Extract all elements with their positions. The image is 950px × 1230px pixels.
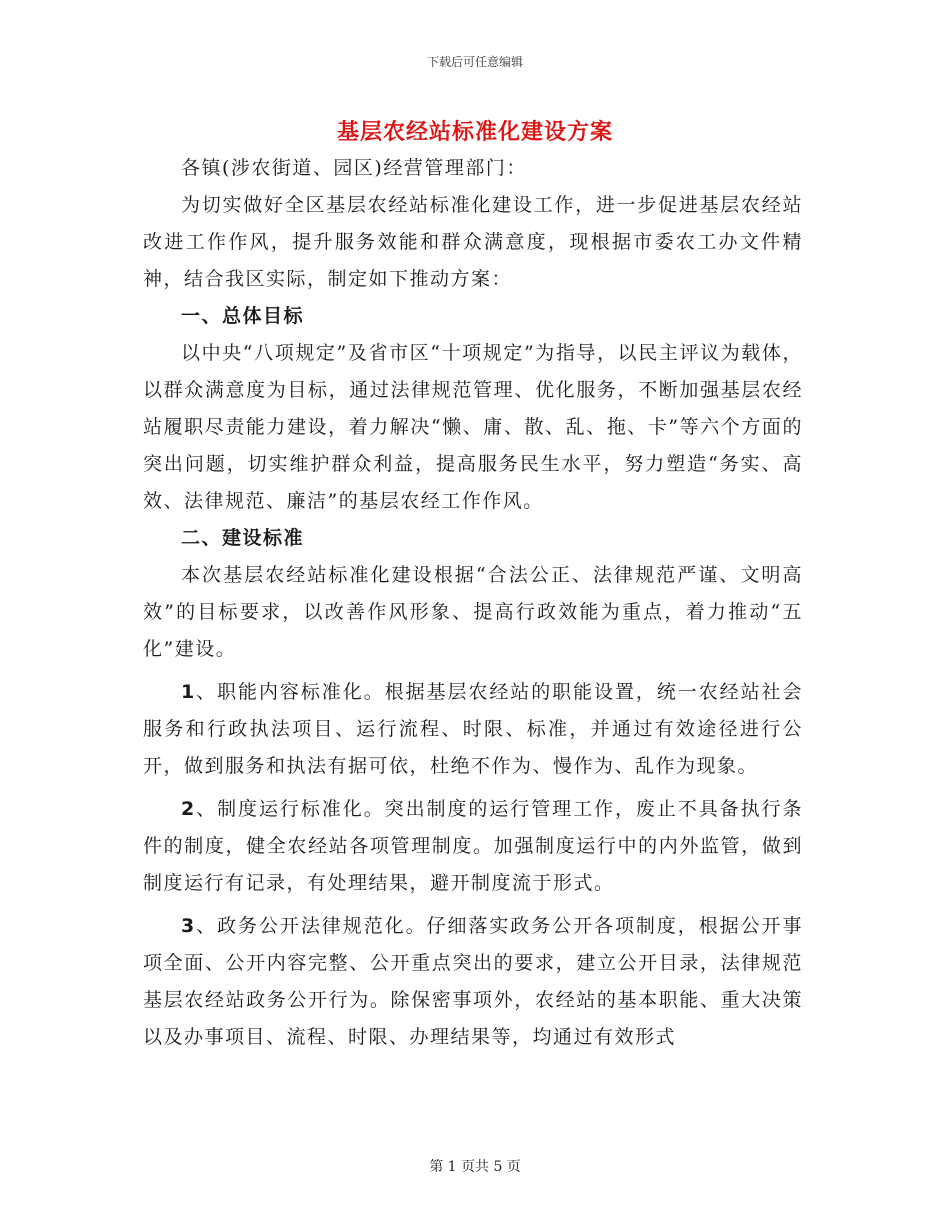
document-body (143, 150, 803, 1056)
list-item (143, 674, 803, 785)
section-heading-standards: 二、建设标准 (181, 527, 305, 549)
document-title: 基层农经站标准化建设方案 (336, 119, 613, 145)
list-item (143, 908, 803, 1056)
header-note: 下载后可任意编辑 (426, 55, 523, 69)
item-text: 、职能内容标准化。根据基层农经站的职能设置，统一农经站社会服务和行政执法项目、运行流程、时限、标准，并通过有效途径进行公开，做到服务和执法有据可依，杜绝不作为、慢作为、乱作为现象。 (143, 681, 803, 777)
list-item (143, 791, 803, 902)
item-number: 1 (181, 681, 196, 703)
section-text-goals: 以中央“八项规定”及省市区“十项规定”为指导，以民主评议为载体，以群众满意度为目标，通过法律规范管理、优化服务，不断加强基层农经站履职尽责能力建设，着力解决“懒、庸、散、乱、拖、卡”等六个方面的突出问题，切实维护群众利益，提高服务民生水平，努力塑造“务实、高效、法律规范、廉洁”的基层农经工作作风。 (143, 342, 803, 512)
item-number: 2 (181, 798, 196, 820)
section-heading-goals: 一、总体目标 (181, 305, 305, 327)
salutation: 各镇(涉农街道、园区)经营管理部门： (181, 157, 527, 179)
section-text-standards: 本次基层农经站标准化建设根据“合法公正、法律规范严谨、文明高效”的目标要求，以改善作风形象、提高行政效能为重点，着力推动“五化”建设。 (143, 564, 803, 660)
item-number: 3 (181, 915, 196, 937)
item-text: 、制度运行标准化。突出制度的运行管理工作，废止不具备执行条件的制度，健全农经站各项管理制度。加强制度运行中的内外监管，做到制度运行有记录，有处理结果，避开制度流于形式。 (143, 798, 803, 894)
intro-paragraph: 为切实做好全区基层农经站标准化建设工作，进一步促进基层农经站改进工作作风，提升服务效能和群众满意度，现根据市委农工办文件精神，结合我区实际，制定如下推动方案： (143, 194, 803, 290)
item-text: 、政务公开法律规范化。仔细落实政务公开各项制度，根据公开事项全面、公开内容完整、公开重点突出的要求，建立公开目录，法律规范基层农经站政务公开行为。除保密事项外，农经站的基本职能、重大决策以及办事项目、流程、时限、办理结果等，均通过有效形式 (143, 915, 803, 1048)
page-number-footer: 第 1 页共 5 页 (429, 1159, 521, 1175)
